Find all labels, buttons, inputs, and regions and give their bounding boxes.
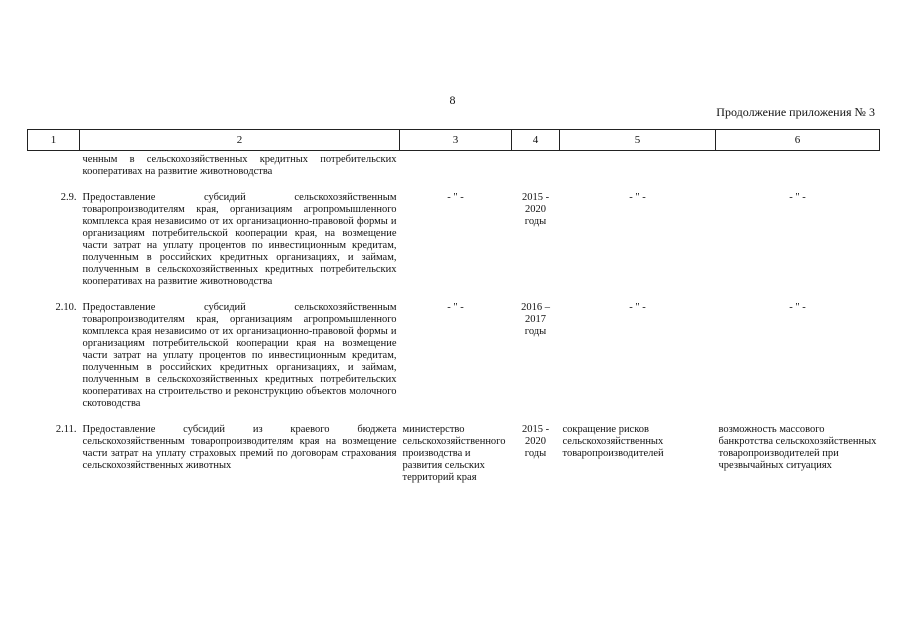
- row-period: 2015 - 2020 годы: [521, 424, 550, 459]
- header-col-4: 4: [512, 130, 560, 151]
- table-row: [28, 180, 880, 290]
- row-responsible: - " -: [447, 302, 464, 313]
- row-consequence: - " -: [789, 302, 806, 313]
- row-responsible: [400, 151, 512, 181]
- row-result: сокращение рисков сельскохозяйственных товаропроизводителей: [562, 424, 664, 459]
- continuation-note: Продолжение приложения № 3: [716, 105, 875, 119]
- row-consequence: - " -: [789, 192, 806, 203]
- table-row: [28, 151, 880, 181]
- header-col-1: 1: [28, 130, 80, 151]
- row-description: Предоставление субсидий сельскохозяйственным товаропроизводителям края, организациям агропромышленного комплекса края независимо от их организационно-правовой формы и организациям потребительской кооперации края на возмещение части затрат на уплату процентов по инвестиционным кредитам, полученным в российских кредитных организациях, и займам, полученным в сельскохозяйственных кредитных потребительских кооперативах на строительство и реконструкцию объектов молочного скотоводства: [82, 302, 397, 409]
- header-col-5: 5: [560, 130, 716, 151]
- header-col-2: 2: [80, 130, 400, 151]
- row-description: Предоставление субсидий из краевого бюджета сельскохозяйственным товаропроизводителям края на возмещение части затрат на уплату страховых премий по договорам страхования сельскохозяйственных животных: [82, 424, 397, 471]
- row-responsible: - " -: [447, 192, 464, 203]
- row-result: - " -: [629, 302, 646, 313]
- header-col-3: 3: [400, 130, 512, 151]
- row-number: 2.11.: [55, 424, 77, 435]
- table-row: [28, 412, 880, 486]
- page-number: 8: [449, 93, 456, 107]
- row-period: [512, 151, 560, 181]
- row-consequence: [716, 151, 880, 181]
- header-col-6: 6: [716, 130, 880, 151]
- row-consequence: возможность массового банкротства сельскохозяйственных товаропроизводителей при чрезвычайных ситуациях: [718, 424, 877, 471]
- row-number: [28, 151, 80, 181]
- row-period: 2016 – 2017 годы: [521, 302, 550, 337]
- row-number: 2.9.: [60, 192, 77, 203]
- appendix-table: [27, 129, 880, 486]
- row-result: - " -: [629, 192, 646, 203]
- row-period: 2015 - 2020 годы: [521, 192, 550, 227]
- header-row: [28, 130, 880, 151]
- row-result: [560, 151, 716, 181]
- table-row: [28, 290, 880, 412]
- row-number: 2.10.: [55, 302, 77, 313]
- row-responsible: министерство сельскохозяйственного производства и развития сельских территорий края: [402, 424, 506, 483]
- row-description: Предоставление субсидий сельскохозяйственным товаропроизводителям края, организациям агропромышленного комплекса края независимо от их организационно-правовой формы и организациям потребительской кооперации края, на возмещение части затрат на уплату процентов по инвестиционным кредитам, полученным в российских кредитных организациях, и займам, полученным в сельскохозяйственных кредитных потребительских кооперативах на развитие животноводства: [82, 192, 397, 287]
- row-description: ченным в сельскохозяйственных кредитных потребительских кооперативах на развитие животноводства: [82, 154, 397, 177]
